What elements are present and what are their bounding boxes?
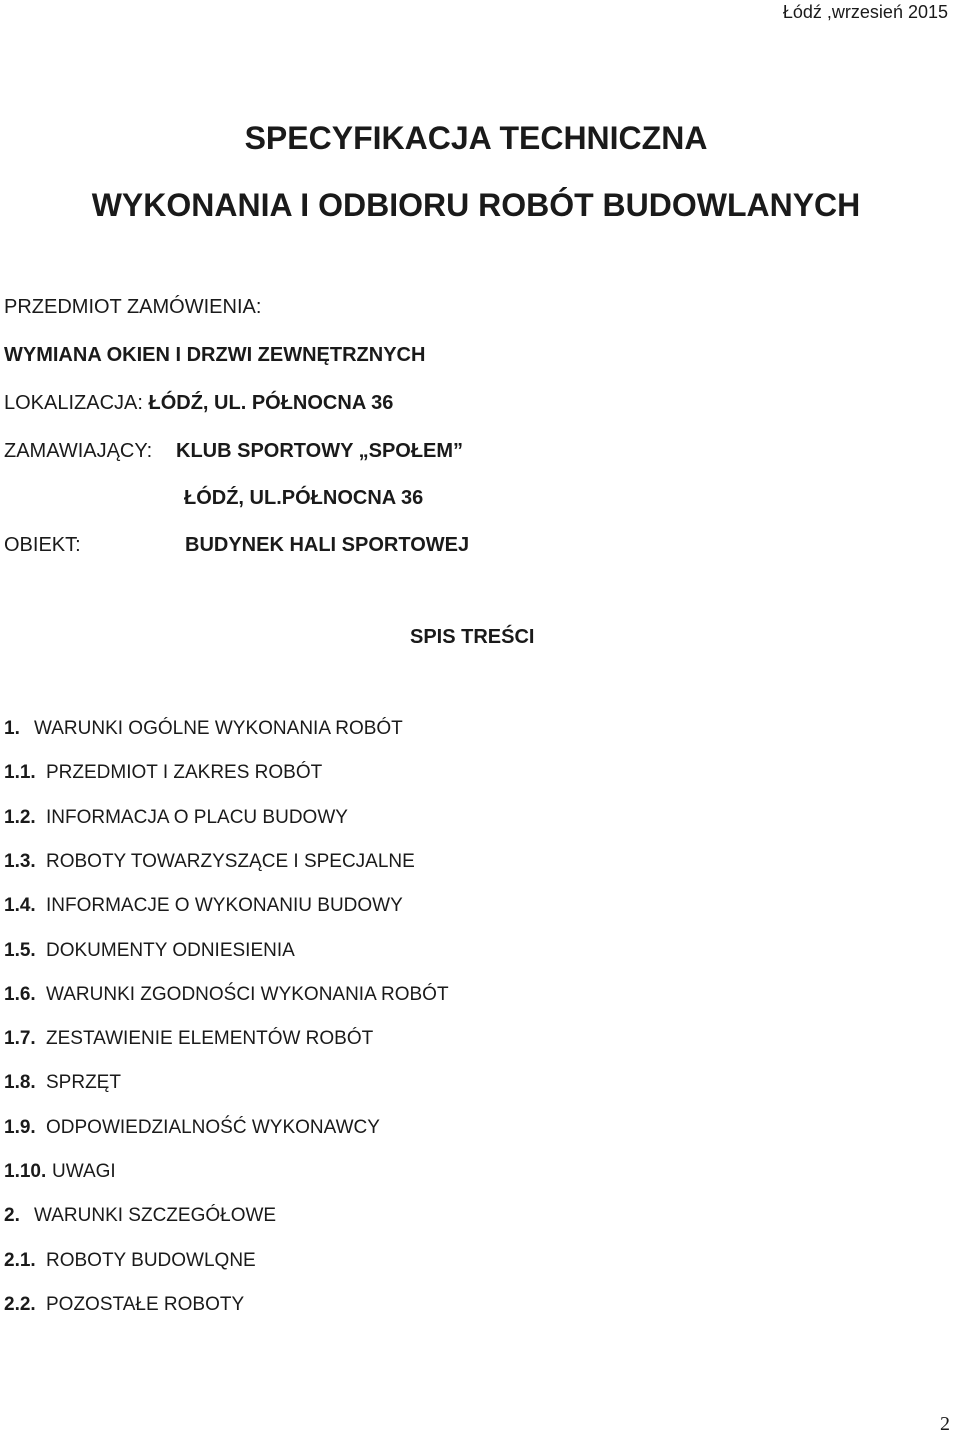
toc-item-text: WARUNKI SZCZEGÓŁOWE xyxy=(34,1205,277,1226)
toc-item-text: INFORMACJE O WYKONANIU BUDOWY xyxy=(46,895,403,916)
toc-title: SPIS TREŚCI xyxy=(410,626,535,648)
document-title: SPECYFIKACJA TECHNICZNA xyxy=(244,120,708,156)
toc-item-text: SPRZĘT xyxy=(46,1072,121,1093)
toc-item-text: UWAGI xyxy=(52,1161,116,1182)
object-value: BUDYNEK HALI SPORTOWEJ xyxy=(185,534,470,556)
location-label: LOKALIZACJA: xyxy=(4,392,149,414)
toc-item-number: 1.9. xyxy=(4,1117,36,1138)
toc-item-number: 1.10. xyxy=(4,1161,47,1182)
toc-item-number: 1.2. xyxy=(4,807,36,828)
toc-item-text: ODPOWIEDZIALNOŚĆ WYKONAWCY xyxy=(46,1117,380,1138)
object-label: OBIEKT: xyxy=(4,534,81,556)
client-address: ŁÓDŹ, UL.PÓŁNOCNA 36 xyxy=(184,487,424,509)
client-value: KLUB SPORTOWY „SPOŁEM” xyxy=(176,440,464,462)
page-number: 2 xyxy=(940,1413,950,1435)
toc-item-text: POZOSTAŁE ROBOTY xyxy=(46,1294,245,1315)
object-line xyxy=(4,534,604,557)
toc-item xyxy=(4,807,348,829)
client-label: ZAMAWIAJĄCY: xyxy=(4,440,153,462)
toc-item-number: 1.6. xyxy=(4,984,36,1005)
subject-label: PRZEDMIOT ZAMÓWIENIA: xyxy=(4,296,262,318)
toc-item-text: DOKUMENTY ODNIESIENIA xyxy=(46,940,295,961)
toc-item xyxy=(4,1028,373,1050)
toc-item xyxy=(4,718,403,740)
toc-item xyxy=(4,940,295,962)
toc-item xyxy=(4,1117,380,1139)
toc-item xyxy=(4,984,449,1006)
toc-item-text: ZESTAWIENIE ELEMENTÓW ROBÓT xyxy=(46,1028,374,1049)
toc-item-text: INFORMACJA O PLACU BUDOWY xyxy=(46,807,348,828)
toc-item-number: 2.2. xyxy=(4,1294,36,1315)
toc-item xyxy=(4,1294,244,1316)
toc-item-number: 1.7. xyxy=(4,1028,36,1049)
toc-item-number: 2.1. xyxy=(4,1250,36,1271)
document-subtitle: WYKONANIA I ODBIORU ROBÓT BUDOWLANYCH xyxy=(91,187,861,223)
subject-value: WYMIANA OKIEN I DRZWI ZEWNĘTRZNYCH xyxy=(4,344,426,366)
toc-item-number: 1. xyxy=(4,718,20,739)
toc-item-text: ROBOTY TOWARZYSZĄCE I SPECJALNE xyxy=(46,851,415,872)
toc-item-number: 1.1. xyxy=(4,762,36,783)
document-date: Łódź ,wrzesień 2015 xyxy=(782,2,948,22)
toc-item-number: 1.5. xyxy=(4,940,36,961)
location-value: ŁÓDŹ, UL. PÓŁNOCNA 36 xyxy=(148,392,394,414)
toc-item xyxy=(4,1072,121,1094)
toc-item-text: WARUNKI OGÓLNE WYKONANIA ROBÓT xyxy=(34,718,403,739)
toc-item-text: PRZEDMIOT I ZAKRES ROBÓT xyxy=(46,762,323,783)
toc-item xyxy=(4,851,415,873)
location-line xyxy=(4,392,393,415)
toc-item-number: 2. xyxy=(4,1205,20,1226)
toc-item xyxy=(4,895,403,917)
toc-item-text: WARUNKI ZGODNOŚCI WYKONANIA ROBÓT xyxy=(46,984,449,1005)
toc-item xyxy=(4,1161,116,1183)
toc-item xyxy=(4,1205,276,1227)
toc-item xyxy=(4,762,322,784)
toc-item xyxy=(4,1250,256,1272)
toc-item-number: 1.3. xyxy=(4,851,36,872)
toc-item-text: ROBOTY BUDOWLQNE xyxy=(46,1250,256,1271)
client-line xyxy=(4,440,604,463)
toc-item-number: 1.8. xyxy=(4,1072,36,1093)
toc-item-number: 1.4. xyxy=(4,895,36,916)
